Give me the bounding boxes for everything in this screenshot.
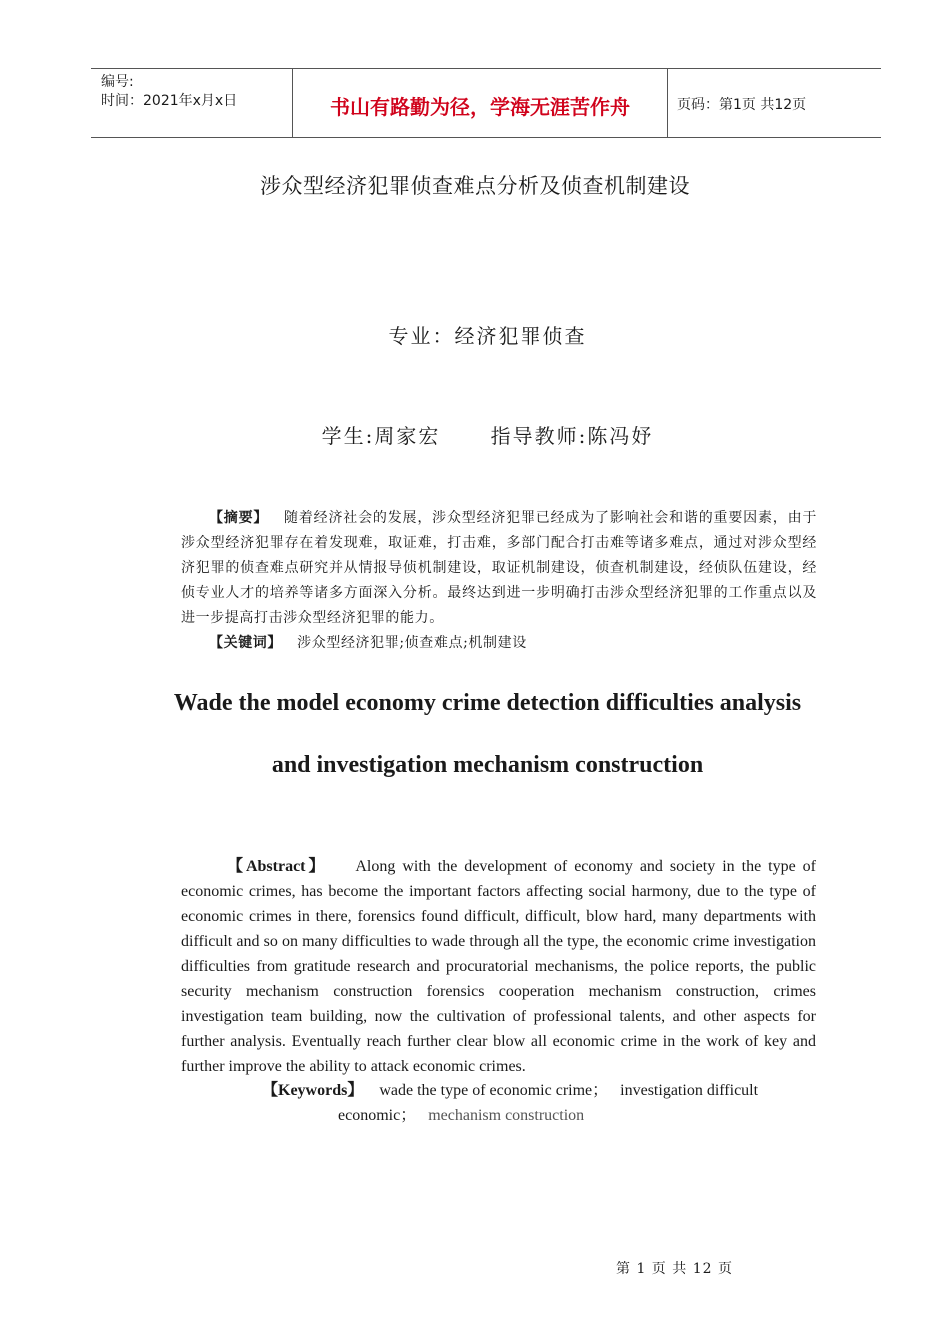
keyword-en-1: wade the type of economic crime； — [379, 1082, 609, 1099]
header-page-cell — [667, 69, 881, 137]
abstract-en-label: 【Abstract】 — [227, 858, 328, 875]
time-label: 时间：2021年x月x日 — [101, 93, 238, 109]
header-page-code: 页码：第1页 共12页 — [677, 97, 807, 113]
title-english-line1: Wade the model economy crime detection difficulties analysis — [173, 690, 802, 716]
abstract-cn-label: 【摘要】 — [209, 510, 269, 526]
header-motto-cell — [292, 69, 668, 137]
student-advisor-line — [0, 420, 950, 449]
abstract-cn — [181, 506, 817, 631]
title-chinese: 涉众型经济犯罪侦查难点分析及侦查机制建设 — [260, 174, 690, 198]
advisor-name: 指导教师:陈冯妤 — [490, 424, 654, 448]
abstract-en — [181, 854, 816, 1079]
keywords-en-label: 【Keywords】 — [262, 1082, 364, 1099]
abstract-en-text: Along with the development of economy and society in the type of economic crimes, has become the important factors affecting social harmony, due to the type of economic crimes in there, forensics found difficult, difficult, blow hard, many departments with difficult and so on many difficulties to wade through all the type, the economic crime investigation difficulties from gratitude research and procuratorial mechanisms, the police reports, the public security mechanism construction forensics cooperation mechanism construction, crimes investigation team building, now the cultivation of professional talents, and other aspects for further analysis. Eventually reach further clear blow all economic crime in the work of key and further improve the ability to attack economic crimes. — [181, 858, 816, 1075]
keywords-en-line1 — [262, 1078, 822, 1103]
header-meta-cell — [91, 69, 292, 137]
keyword-en-3: economic； — [338, 1107, 417, 1124]
keyword-en-2: investigation difficult — [620, 1082, 759, 1099]
keywords-cn-text: 涉众型经济犯罪;侦查难点;机制建设 — [297, 635, 527, 651]
keywords-en-line2 — [338, 1103, 818, 1128]
title-english-line2: and investigation mechanism construction — [271, 752, 704, 778]
keywords-cn-label: 【关键词】 — [209, 635, 282, 651]
abstract-cn-text: 随着经济社会的发展，涉众型经济犯罪已经成为了影响社会和谐的重要因素，由于涉众型经济犯罪存在着发现难，取证难，打击难，多部门配合打击难等诸多难点，通过对涉众型经济犯罪的侦查难点研究并从情报导侦机制建设，取证机制建设，侦查机制建设，经侦队伍建设，经侦专业人才的培养等诸多方面深入分析。最终达到进一步明确打击涉众型经济犯罪的工作重点以及进一步提高打击涉众型经济犯罪的能力。 — [181, 510, 817, 626]
header-motto: 书山有路勤为径，学海无涯苦作舟 — [330, 95, 630, 119]
keyword-en-4: mechanism construction — [428, 1107, 585, 1124]
page-footer: 第 1 页 共 12 页 — [616, 1261, 733, 1277]
keywords-cn — [181, 631, 817, 656]
page-header — [91, 68, 881, 138]
student-name: 学生:周家宏 — [321, 424, 441, 448]
major-line: 专业：经济犯罪侦查 — [388, 324, 587, 348]
serial-label: 编号: — [101, 74, 134, 90]
